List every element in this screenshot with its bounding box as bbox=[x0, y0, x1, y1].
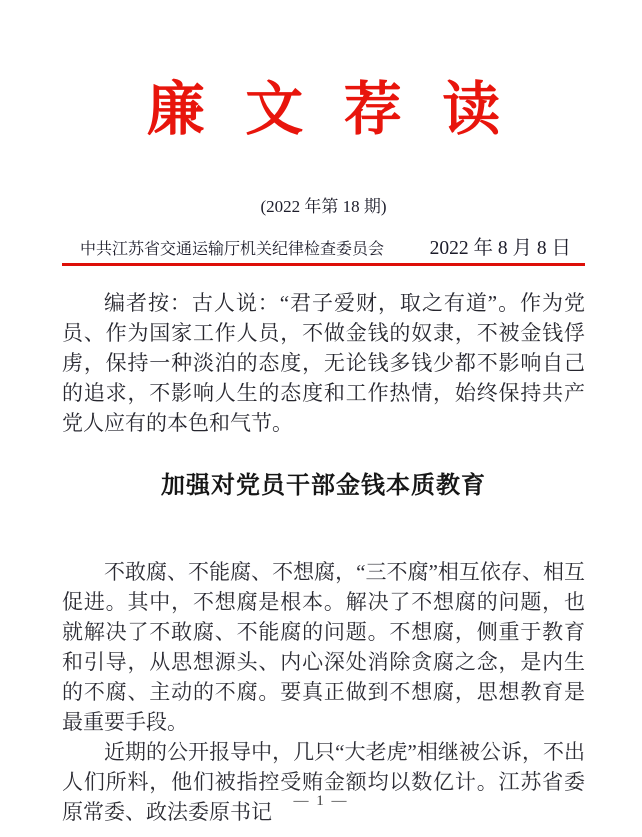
article-title: 加强对党员干部金钱本质教育 bbox=[161, 473, 486, 499]
masthead-row bbox=[62, 236, 585, 263]
page-number: — 1 — bbox=[293, 793, 349, 809]
article-paragraph: 不敢腐、不能腐、不想腐，“三不腐”相互依存、相互促进。其中，不想腐是根本。解决了不想腐的问题，也就解决了不敢腐、不能腐的问题。不想腐，侧重于教育和引导，从思想源头、内心深处消除贪腐之念，是内生的不腐、主动的不腐。要真正做到不想腐，思想教育是最重要手段。 bbox=[62, 560, 585, 734]
issue-number: (2022 年第 18 期) bbox=[260, 197, 387, 216]
editor-note: 编者按：古人说：“君子爱财，取之有道”。作为党员、作为国家工作人员，不做金钱的奴隶，不被金钱俘虏，保持一种淡泊的态度，无论钱多钱少都不影响自己的追求，不影响人生的态度和工作热情，始终保持共产党人应有的本色和气节。 bbox=[62, 291, 585, 435]
publisher-name: 中共江苏省交通运输厅机关纪律检查委员会 bbox=[80, 241, 385, 258]
red-divider-rule bbox=[62, 263, 585, 266]
publication-date: 2022 年 8 月 8 日 bbox=[429, 238, 571, 259]
article-paragraph: 近期的公开报导中，几只“大老虎”相继被公诉，不出人们所料，他们被指控受贿金额均以数亿计。江苏省委原常委、政法委原书记 bbox=[62, 740, 585, 824]
masthead-title: 廉 文 荐 读 bbox=[146, 77, 514, 142]
